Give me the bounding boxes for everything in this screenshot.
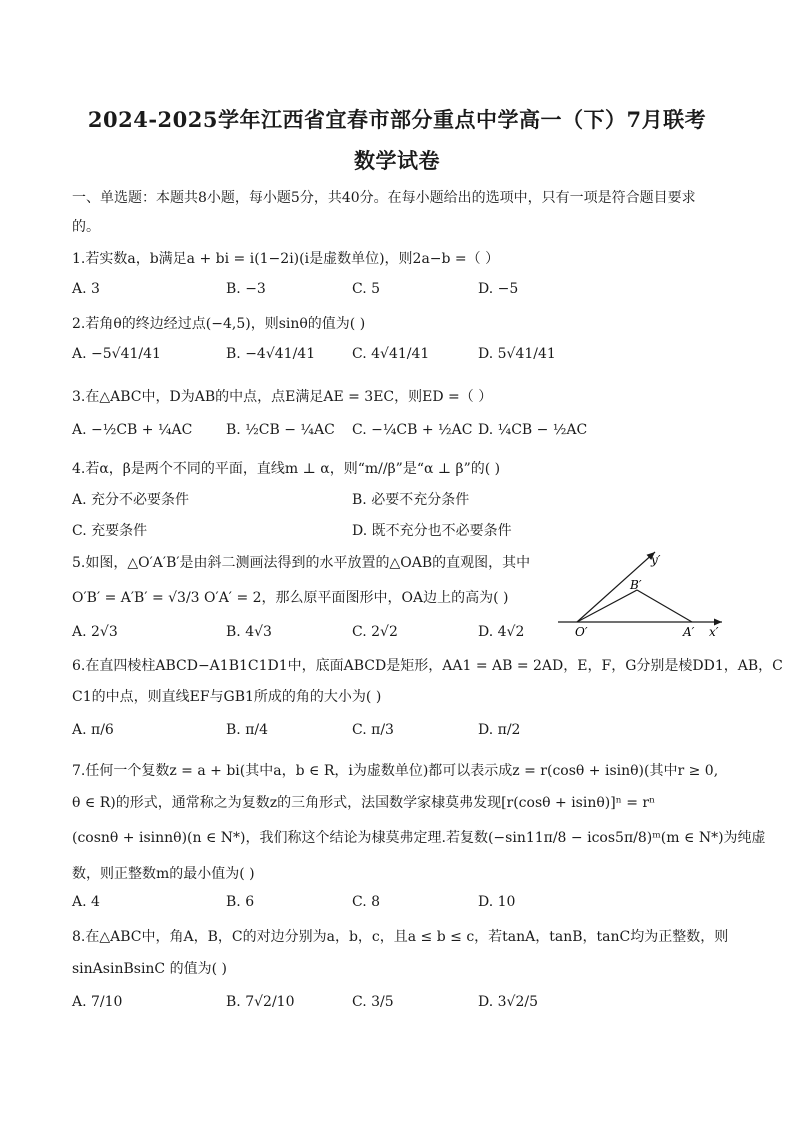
q8-option-d-label: D. [478,994,494,1010]
q2-option-b-label: B. [226,346,241,362]
q2-option-c [352,346,429,362]
x-axis-label: x′ [709,625,719,639]
section-instructions: 一、单选题：本题共8小题，每小题5分，共40分。在每小题给出的选项中，只有一项是符合题目要求 [72,190,696,206]
q5-option-c-label: C. [352,624,367,640]
q8-option-b-value: 7√2/10 [245,994,295,1010]
q3-option-c-value: −¼CB + ½AC [371,422,473,438]
q8-option-d-value: 3√2/5 [497,994,538,1010]
q5-option-d-value: 4√2 [497,624,525,640]
q3-option-a-label: A. [72,422,87,438]
q6-stem: 6.在直四棱柱ABCD−A1B1C1D1中，底面ABCD是矩形，AA1 = AB = 2AD，E，F，G分别是棱DD1，AB，C [72,658,783,674]
q6-option-c-label: C. [352,722,367,738]
q7-stem: 7.任何一个复数z = a + bi(其中a，b ∈ R，i为虚数单位)都可以表示成z = r(cosθ + isinθ)(其中r ≥ 0, [72,763,719,779]
q5-stem-cont: O′B′ = A′B′ = √3/3 O′A′ = 2，那么原平面图形中，OA边上的高为( ) [72,590,509,606]
q8-stem-cont: sinAsinBsinC 的值为( ) [72,961,227,977]
q2-option-b-value: −4√41/41 [245,346,316,362]
q7-stem-cont-2: (cosnθ + isinnθ)(n ∈ N*)，我们称这个结论为棣莫弗定理.若复数(−sin11π/8 − icos5π/8)ᵐ(m ∈ N*)为纯虚 [72,830,766,846]
q8-option-c-value: 3/5 [371,994,394,1010]
q7-option-b: B. 6 [226,894,255,910]
q5-option-a [72,624,118,640]
q3-option-d [478,422,587,438]
q3-option-b [226,422,335,438]
exam-subtitle: 数学试卷 [354,148,440,173]
q5-option-a-value: 2√3 [91,624,118,640]
q1-option-a: A. 3 [72,281,100,297]
q7-option-a: A. 4 [72,894,100,910]
point-b-label: B′ [630,578,642,592]
q8-option-b [226,994,294,1010]
q3-option-b-label: B. [226,422,241,438]
q6-option-b [226,722,268,738]
y-axis-line [577,552,655,622]
q2-option-d-value: 5√41/41 [497,346,556,362]
q7-option-c: C. 8 [352,894,381,910]
q6-option-b-label: B. [226,722,241,738]
q5-option-d [478,624,524,640]
q5-option-d-label: D. [478,624,494,640]
q5-option-b-value: 4√3 [245,624,272,640]
section-instructions-cont: 的。 [72,219,100,235]
q5-option-b [226,624,272,640]
q4-option-c: C. 充要条件 [72,523,148,539]
q4-option-a: A. 充分不必要条件 [72,492,190,508]
q6-option-d [478,722,520,738]
q3-option-b-value: ½CB − ¼AC [245,422,335,438]
q8-option-a-value: 7/10 [91,994,123,1010]
q6-option-d-value: π/2 [497,722,521,738]
q1-option-b: B. −3 [226,281,266,297]
q2-option-c-value: 4√41/41 [371,346,430,362]
q6-stem-cont: C1的中点，则直线EF与GB1所成的角的大小为( ) [72,689,382,705]
q3-option-c-label: C. [352,422,367,438]
q7-stem-cont-1: θ ∈ R)的形式，通常称之为复数z的三角形式，法国数学家棣莫弗发现[r(cosθ + isinθ)]ⁿ = rⁿ [72,795,656,811]
q5-option-b-label: B. [226,624,241,640]
q7-stem-cont-3: 数，则正整数m的最小值为( ) [72,866,255,882]
segment-ab [637,590,692,622]
q2-stem: 2.若角θ的终边经过点(−4,5)，则sinθ的值为( ) [72,316,366,332]
q2-option-a-label: A. [72,346,87,362]
origin-label: O′ [575,625,588,639]
q2-option-b [226,346,315,362]
q5-option-c-value: 2√2 [371,624,398,640]
q1-option-d: D. −5 [478,281,519,297]
q3-stem: 3.在△ABC中，D为AB的中点，点E满足AE = 3EC，则ED =（ ） [72,389,493,405]
q8-option-a-label: A. [72,994,87,1010]
q2-option-d [478,346,556,362]
q3-option-d-value: ¼CB − ½AC [497,422,588,438]
q4-option-b: B. 必要不充分条件 [352,492,470,508]
q6-option-d-label: D. [478,722,494,738]
q7-option-d: D. 10 [478,894,516,910]
q3-option-d-label: D. [478,422,494,438]
exam-title: 2024-2025学年江西省宜春市部分重点中学高一（下）7月联考 [87,107,707,132]
q8-option-c [352,994,394,1010]
point-a-label: A′ [683,625,695,639]
q2-option-c-label: C. [352,346,367,362]
q6-option-a [72,722,114,738]
q3-option-a [72,422,192,438]
q3-option-a-value: −½CB + ¼AC [91,422,193,438]
q4-option-d: D. 既不充分也不必要条件 [352,523,512,539]
q2-option-d-label: D. [478,346,494,362]
q5-option-a-label: A. [72,624,87,640]
q8-option-b-label: B. [226,994,241,1010]
q5-stem: 5.如图，△O′A′B′是由斜二测画法得到的水平放置的△OAB的直观图，其中 [72,555,531,571]
q5-option-c [352,624,398,640]
q6-option-c-value: π/3 [371,722,394,738]
q5-oblique-figure [555,540,725,645]
q6-option-b-value: π/4 [245,722,269,738]
q8-option-d [478,994,538,1010]
q4-stem: 4.若α，β是两个不同的平面，直线m ⊥ α，则“m//β”是“α ⊥ β”的( ) [72,461,501,477]
q8-stem: 8.在△ABC中，角A，B，C的对边分别为a，b，c，且a ≤ b ≤ c，若tanA，tanB，tanC均为正整数，则 [72,929,729,945]
q1-option-c: C. 5 [352,281,381,297]
q2-option-a [72,346,161,362]
q6-option-a-label: A. [72,722,87,738]
y-axis-label: y′ [651,553,661,567]
q8-option-a [72,994,122,1010]
q1-stem: 1.若实数a，b满足a + bi = i(1−2i)(i是虚数单位)，则2a−b =（ ） [72,251,500,267]
q6-option-c [352,722,394,738]
q3-option-c [352,422,472,438]
q8-option-c-label: C. [352,994,367,1010]
q6-option-a-value: π/6 [91,722,114,738]
q2-option-a-value: −5√41/41 [91,346,161,362]
